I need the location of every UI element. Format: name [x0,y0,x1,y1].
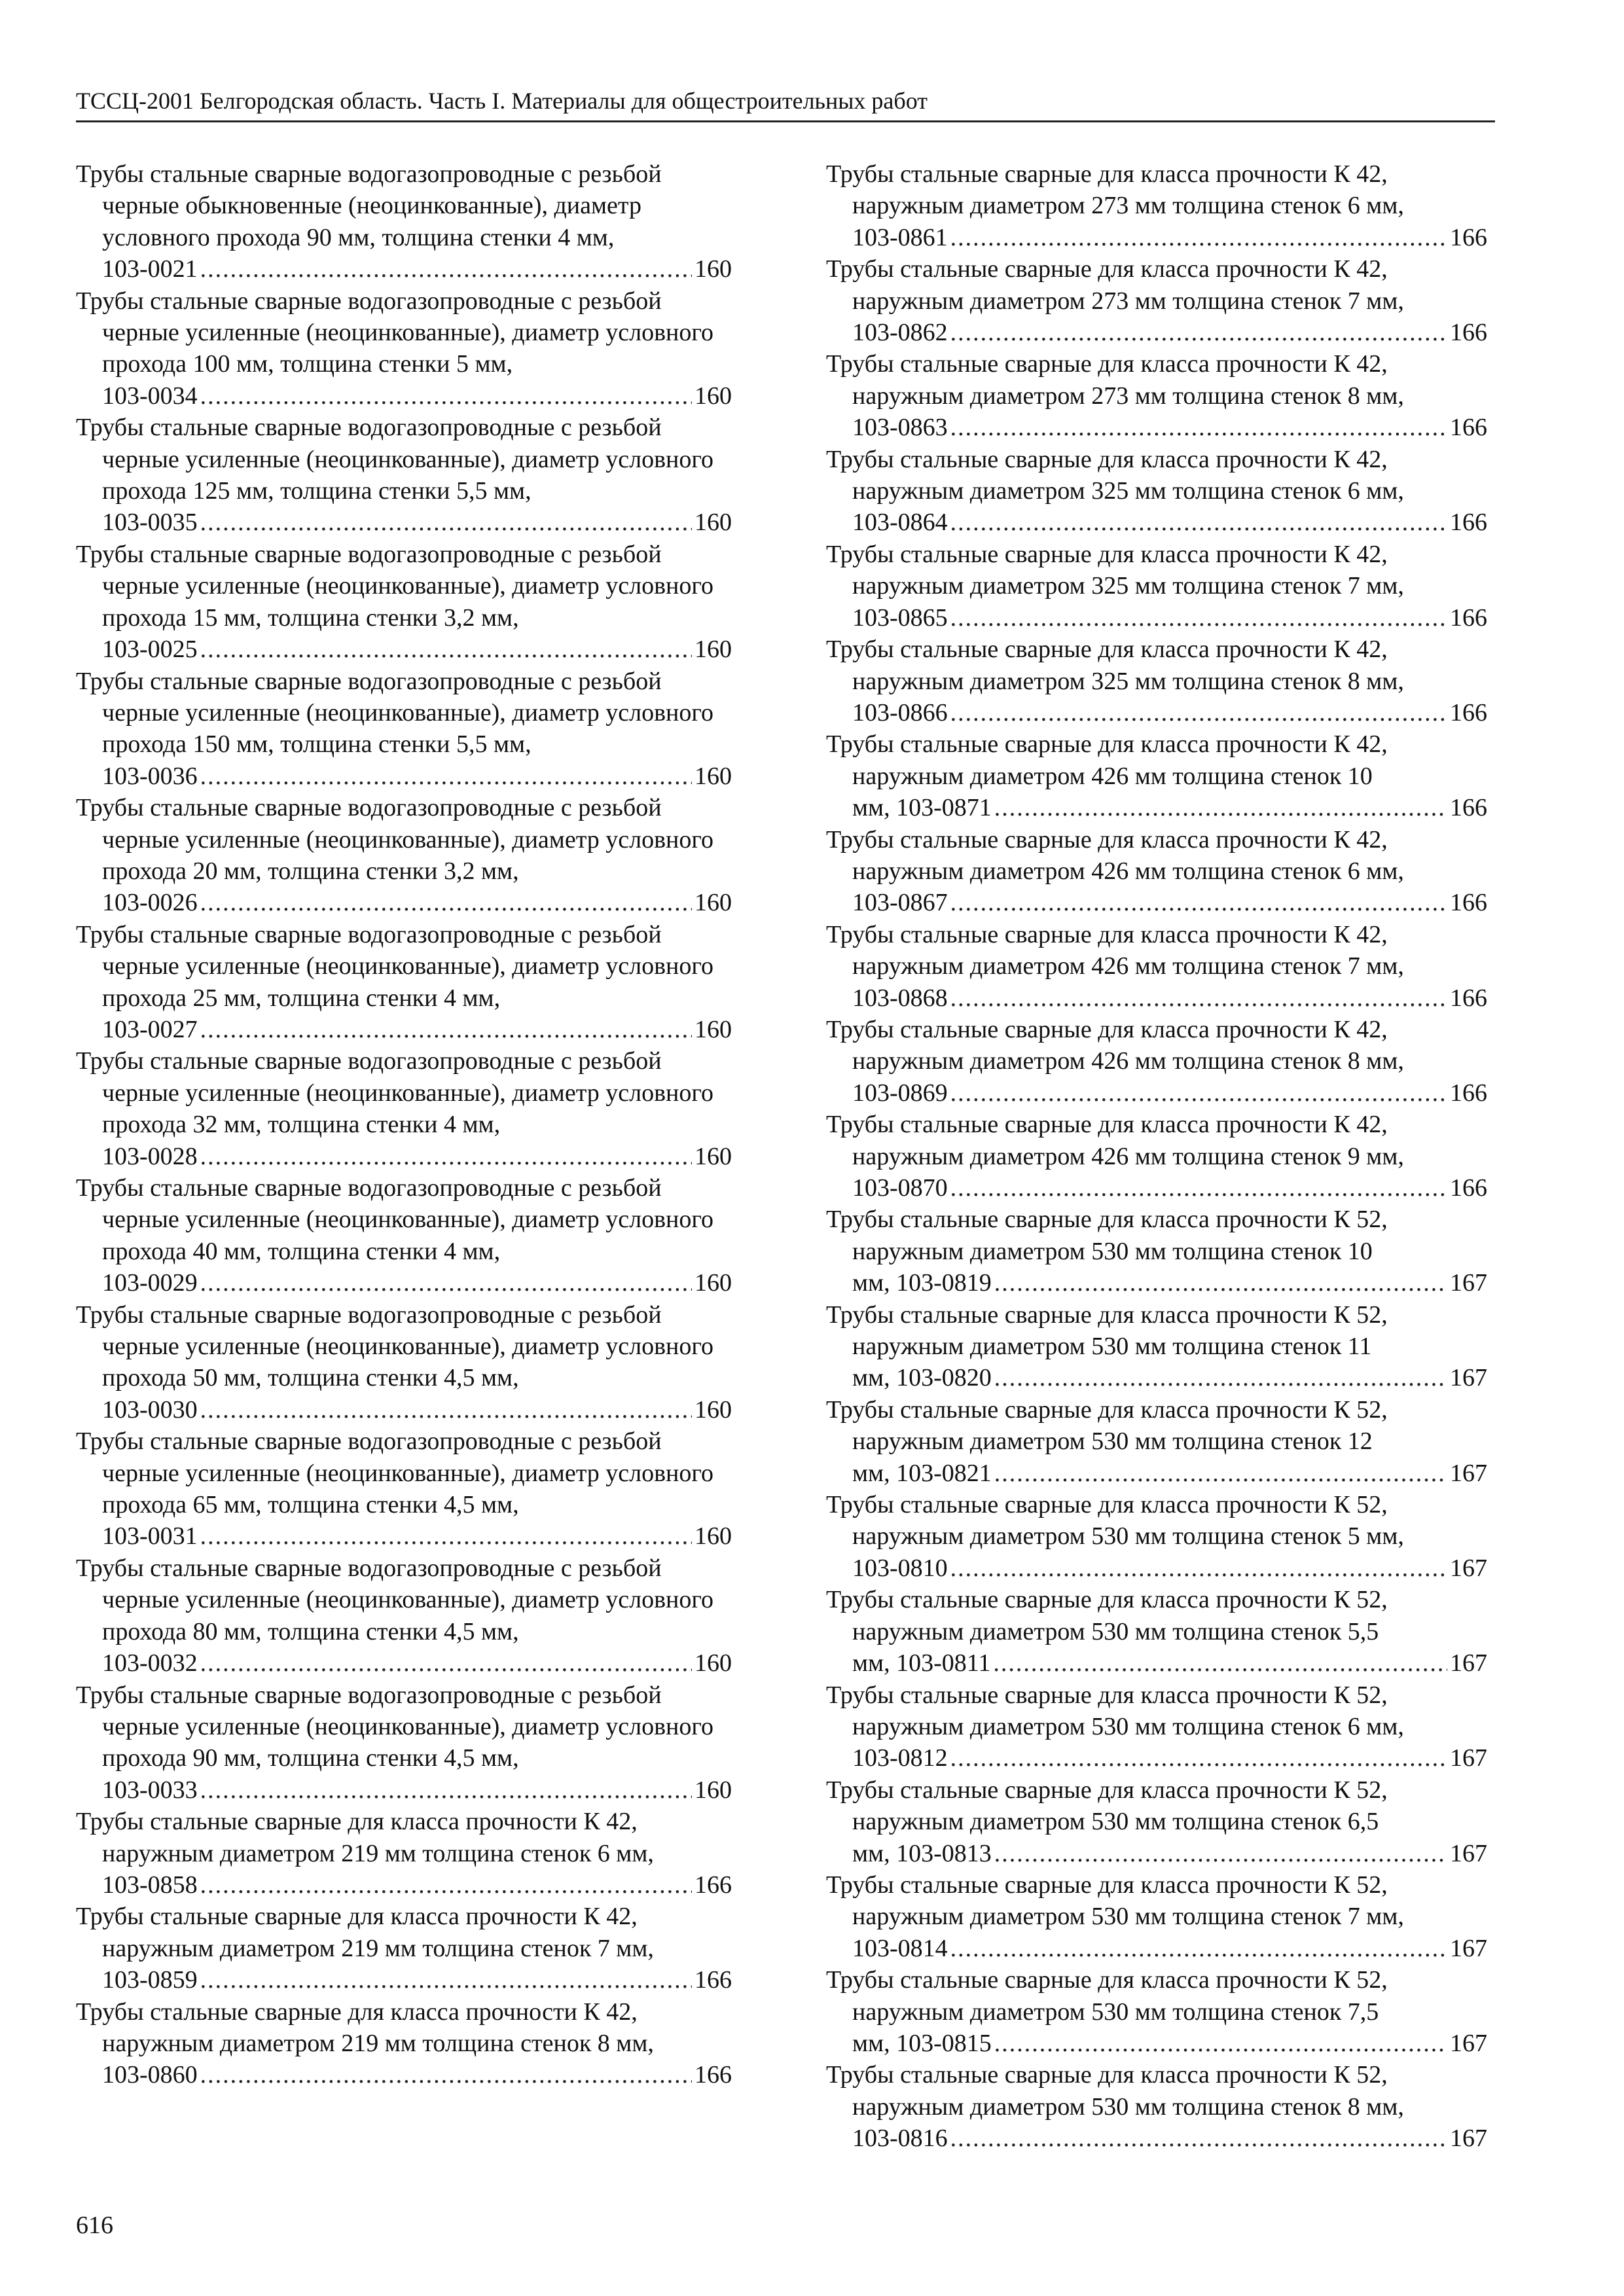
entry-code: 103-0028 [102,1142,198,1170]
page-number: 616 [76,2212,113,2239]
index-entry [76,1996,732,2091]
entry-page-ref: 160 [695,255,732,283]
entry-description: Трубы стальные сварные для класса прочности К 42, наружным диаметром 426 мм толщина стенок 10 [826,730,1388,790]
dot-leader [950,317,1447,348]
entry-page-ref: 166 [695,2061,732,2089]
dot-leader [950,1172,1447,1204]
entry-code: 103-0860 [102,2061,198,2089]
entry-reference-line [852,1552,1487,1584]
entry-page-ref: 166 [1450,414,1487,442]
index-entry [76,285,732,412]
index-entry [76,1679,732,1806]
entry-page-ref: 160 [695,889,732,917]
entry-code: 103-0021 [102,255,198,283]
entry-page-ref: 160 [695,509,732,537]
entry-reference-line [102,253,732,285]
entry-reference-line [852,317,1487,348]
entry-code: 103-0861 [852,223,948,251]
entry-page-ref: 167 [1450,1459,1487,1487]
entry-description: Трубы стальные сварные водогазопроводные с резьбой черные усиленные (неоцинкованные), диаметр условного прохода 40 мм, толщина стенки 4 мм, [76,1174,714,1265]
entry-reference-line [102,1267,732,1299]
entry-page-ref: 166 [1450,698,1487,726]
index-entry [826,539,1487,634]
entry-code: 103-0031 [102,1522,198,1551]
index-entry [826,1014,1487,1109]
entry-description: Трубы стальные сварные для класса прочности К 42, наружным диаметром 273 мм толщина стенок 6 мм, [826,160,1404,220]
entry-reference-line [852,1362,1487,1393]
entry-page-ref: 160 [695,1649,732,1677]
index-entry [76,919,732,1046]
index-entry [826,1869,1487,1964]
index-entry [826,1299,1487,1394]
entry-reference-line [852,2028,1487,2059]
entry-description: Трубы стальные сварные водогазопроводные с резьбой черные усиленные (неоцинкованные), диаметр условного прохода 80 мм, толщина стенки 4,5 мм, [76,1554,714,1645]
dot-leader [950,222,1447,253]
dot-leader [950,697,1447,728]
entry-page-ref: 167 [1450,2125,1487,2153]
entry-reference-line [852,222,1487,253]
index-entry [826,2059,1487,2154]
index-entry [826,1489,1487,1584]
entry-description: Трубы стальные сварные для класса прочности К 52, наружным диаметром 530 мм толщина стенок 6,5 [826,1776,1388,1836]
entry-page-ref: 160 [695,1142,732,1170]
entry-description: Трубы стальные сварные водогазопроводные с резьбой черные усиленные (неоцинкованные), диаметр условного прохода 90 мм, толщина стенки 4,5 мм, [76,1681,714,1772]
entry-reference-line [852,1458,1487,1489]
entry-code: 103-0027 [102,1015,198,1043]
entry-reference-line [852,1742,1487,1774]
index-entry [826,728,1487,823]
entry-description: Трубы стальные сварные водогазопроводные с резьбой черные обыкновенные (неоцинкованные), диаметр условного прохода 90 мм, толщина стенки 4 мм, [76,160,662,251]
entry-description: Трубы стальные сварные для класса прочности К 42, наружным диаметром 219 мм толщина стенок 7 мм, [76,1903,654,1962]
dot-leader [950,1933,1447,1964]
entry-code: мм, 103-0815 [852,2029,992,2057]
entry-reference-line [852,602,1487,634]
index-entry [826,1774,1487,1869]
dot-leader [200,1647,692,1679]
entry-reference-line [852,412,1487,443]
entry-reference-line [852,1077,1487,1109]
index-column-right [826,158,1487,2155]
dot-leader [200,1774,692,1806]
entry-reference-line [852,1267,1487,1299]
entry-description: Трубы стальные сварные для класса прочности К 52, наружным диаметром 530 мм толщина стенок 6 мм, [826,1681,1404,1740]
entry-page-ref: 167 [1450,1839,1487,1867]
entry-reference-line [102,1869,732,1901]
entry-description: Трубы стальные сварные водогазопроводные с резьбой черные усиленные (неоцинкованные), диаметр условного прохода 65 мм, толщина стенки 4,5 мм, [76,1427,714,1519]
entry-description: Трубы стальные сварные водогазопроводные с резьбой черные усиленные (неоцинкованные), диаметр условного прохода 15 мм, толщина стенки 3,2 мм, [76,540,714,632]
entry-description: Трубы стальные сварные для класса прочности К 52, наружным диаметром 530 мм толщина стенок 7,5 [826,1966,1388,2026]
entry-reference-line [852,697,1487,728]
entry-reference-line [102,1394,732,1426]
entry-description: Трубы стальные сварные водогазопроводные с резьбой черные усиленные (неоцинкованные), диаметр условного прохода 50 мм, толщина стенки 4,5 мм, [76,1300,714,1392]
entry-reference-line [102,1964,732,1996]
entry-description: Трубы стальные сварные для класса прочности К 42, наружным диаметром 426 мм толщина стенок 8 мм, [826,1015,1404,1075]
entry-page-ref: 166 [695,1966,732,1994]
entry-code: 103-0025 [102,636,198,664]
entry-description: Трубы стальные сварные водогазопроводные с резьбой черные усиленные (неоцинкованные), диаметр условного прохода 125 мм, толщина стенки 5,5 мм, [76,414,714,505]
entry-reference-line [102,634,732,665]
entry-description: Трубы стальные сварные для класса прочности К 42, наружным диаметром 426 мм толщина стенок 9 мм, [826,1111,1404,1170]
entry-page-ref: 166 [1450,603,1487,632]
entry-description: Трубы стальные сварные для класса прочности К 42, наружным диаметром 325 мм толщина стенок 6 мм, [826,445,1404,505]
entry-page-ref: 166 [1450,223,1487,251]
entry-reference-line [102,1141,732,1172]
index-entry [826,253,1487,348]
running-header [76,88,1495,122]
entry-description: Трубы стальные сварные для класса прочности К 42, наружным диаметром 426 мм толщина стенок 7 мм, [826,920,1404,980]
entry-description: Трубы стальные сварные для класса прочности К 52, наружным диаметром 530 мм толщина стенок 5,5 [826,1586,1388,1645]
entry-reference-line [102,1520,732,1552]
header-title: ТССЦ-2001 Белгородская область. Часть I. Материалы для общестроительных работ [76,88,928,114]
entry-page-ref: 167 [1450,1269,1487,1297]
dot-leader [200,1869,692,1901]
dot-leader [200,761,692,792]
entry-description: Трубы стальные сварные для класса прочности К 52, наружным диаметром 530 мм толщина стенок 11 [826,1300,1388,1361]
entry-code: 103-0859 [102,1966,198,1994]
index-entry [826,824,1487,919]
entry-description: Трубы стальные сварные для класса прочности К 42, наружным диаметром 219 мм толщина стенок 8 мм, [76,1998,654,2057]
entry-page-ref: 160 [695,1269,732,1297]
index-entry [826,348,1487,443]
entry-reference-line [852,1838,1487,1869]
entry-page-ref: 160 [695,382,732,410]
entry-code: 103-0034 [102,382,198,410]
index-entry [826,1584,1487,1679]
entry-reference-line [852,507,1487,538]
dot-leader [950,1077,1447,1109]
entry-code: 103-0029 [102,1269,198,1297]
entry-page-ref: 166 [1450,1174,1487,1202]
entry-reference-line [102,887,732,918]
entry-code: 103-0863 [852,414,948,442]
dot-leader [200,1141,692,1172]
entry-code: 103-0866 [852,698,948,726]
dot-leader [950,412,1447,443]
entry-reference-line [852,887,1487,918]
dot-leader [200,1394,692,1426]
dot-leader [950,887,1447,918]
entry-code: 103-0810 [852,1554,948,1582]
entry-description: Трубы стальные сварные для класса прочности К 42, наружным диаметром 273 мм толщина стенок 7 мм, [826,255,1404,315]
index-entry [826,158,1487,253]
dot-leader [950,982,1447,1014]
entry-reference-line [102,2059,732,2090]
index-entry [826,634,1487,728]
dot-leader [200,253,692,285]
entry-code: 103-0032 [102,1649,198,1677]
entry-description: Трубы стальные сварные для класса прочности К 52, наружным диаметром 530 мм толщина стенок 8 мм, [826,2061,1404,2121]
entry-code: 103-0867 [852,889,948,917]
entry-reference-line [102,1647,732,1679]
entry-reference-line [852,1933,1487,1964]
dot-leader [994,792,1447,823]
entry-reference-line [102,1014,732,1045]
entry-reference-line [102,761,732,792]
dot-leader [994,1838,1447,1869]
entry-page-ref: 160 [695,1776,732,1804]
dot-leader [994,1458,1447,1489]
entry-description: Трубы стальные сварные для класса прочности К 42, наружным диаметром 219 мм толщина стенок 6 мм, [76,1808,654,1867]
entry-page-ref: 166 [1450,889,1487,917]
dot-leader [200,380,692,412]
entry-reference-line [102,380,732,412]
entry-page-ref: 167 [1450,2029,1487,2057]
index-entry [826,919,1487,1014]
index-entry [826,1964,1487,2059]
entry-reference-line [102,1774,732,1806]
entry-description: Трубы стальные сварные для класса прочности К 42, наружным диаметром 325 мм толщина стенок 7 мм, [826,540,1404,600]
entry-code: 103-0033 [102,1776,198,1804]
index-entry [76,792,732,919]
entry-code: 103-0870 [852,1174,948,1202]
dot-leader [200,1014,692,1045]
entry-page-ref: 167 [1450,1554,1487,1582]
entry-page-ref: 167 [1450,1649,1487,1677]
index-entry [76,158,732,285]
index-entry [76,412,732,539]
entry-code: 103-0869 [852,1079,948,1107]
dot-leader [950,1742,1447,1774]
index-entry [76,1299,732,1426]
entry-page-ref: 166 [1450,1079,1487,1107]
index-entry [76,1045,732,1172]
entry-page-ref: 160 [695,1015,732,1043]
entry-description: Трубы стальные сварные водогазопроводные с резьбой черные усиленные (неоцинкованные), диаметр условного прохода 25 мм, толщина стенки 4 мм, [76,920,714,1012]
entry-code: 103-0868 [852,984,948,1012]
dot-leader [993,1647,1447,1679]
dot-leader [950,1552,1447,1584]
entry-description: Трубы стальные сварные для класса прочности К 42, наружным диаметром 273 мм толщина стенок 8 мм, [826,350,1404,410]
entry-description: Трубы стальные сварные для класса прочности К 52, наружным диаметром 530 мм толщина стенок 5 мм, [826,1491,1404,1551]
entry-code: мм, 103-0813 [852,1839,992,1867]
index-entry [76,1806,732,1901]
entry-page-ref: 160 [695,1395,732,1424]
entry-code: 103-0865 [852,603,948,632]
dot-leader [994,1267,1447,1299]
index-entry [826,1204,1487,1299]
entry-description: Трубы стальные сварные водогазопроводные с резьбой черные усиленные (неоцинкованные), диаметр условного прохода 100 мм, толщина стенки 5 мм, [76,287,714,378]
index-entry [76,1901,732,1996]
entry-reference-line [852,1172,1487,1204]
index-entry [76,666,732,793]
entry-description: Трубы стальные сварные для класса прочности К 42, наружным диаметром 325 мм толщина стенок 8 мм, [826,636,1404,695]
index-entry [826,1679,1487,1774]
entry-code: 103-0030 [102,1395,198,1424]
entry-code: 103-0816 [852,2125,948,2153]
entry-page-ref: 166 [1450,794,1487,822]
dot-leader [200,2059,692,2090]
entry-description: Трубы стальные сварные для класса прочности К 52, наружным диаметром 530 мм толщина стенок 10 [826,1206,1388,1265]
index-column-left [76,158,732,2091]
entry-page-ref: 166 [1450,509,1487,537]
entry-reference-line [852,982,1487,1014]
dot-leader [994,2028,1447,2059]
entry-page-ref: 167 [1450,1364,1487,1392]
entry-code: 103-0035 [102,509,198,537]
entry-reference-line [852,792,1487,823]
entry-reference-line [102,507,732,538]
index-entry [826,1394,1487,1489]
entry-page-ref: 166 [695,1871,732,1899]
dot-leader [200,507,692,538]
entry-code: мм, 103-0820 [852,1364,992,1392]
entry-description: Трубы стальные сварные для класса прочности К 52, наружным диаметром 530 мм толщина стенок 7 мм, [826,1871,1404,1931]
index-entry [76,1552,732,1679]
dot-leader [950,507,1447,538]
dot-leader [200,1964,692,1996]
dot-leader [200,634,692,665]
entry-page-ref: 160 [695,762,732,790]
entry-page-ref: 167 [1450,1744,1487,1772]
entry-code: мм, 103-0821 [852,1459,992,1487]
entry-description: Трубы стальные сварные водогазопроводные с резьбой черные усиленные (неоцинкованные), диаметр условного прохода 150 мм, толщина стенки 5,5 мм, [76,667,714,759]
entry-description: Трубы стальные сварные для класса прочности К 42, наружным диаметром 426 мм толщина стенок 6 мм, [826,825,1404,885]
entry-description: Трубы стальные сварные водогазопроводные с резьбой черные усиленные (неоцинкованные), диаметр условного прохода 32 мм, толщина стенки 4 мм, [76,1047,714,1139]
entry-code: 103-0862 [852,319,948,347]
entry-code: мм, 103-0819 [852,1269,992,1297]
entry-code: 103-0036 [102,762,198,790]
entry-code: 103-0812 [852,1744,948,1772]
index-entry [826,444,1487,539]
dot-leader [200,887,692,918]
dot-leader [994,1362,1447,1393]
entry-page-ref: 166 [1450,984,1487,1012]
dot-leader [950,2123,1447,2154]
index-entry [76,1172,732,1299]
entry-page-ref: 167 [1450,1934,1487,1962]
entry-reference-line [852,2123,1487,2154]
entry-page-ref: 160 [695,1522,732,1551]
entry-reference-line [852,1647,1487,1679]
dot-leader [200,1520,692,1552]
index-entry [826,1109,1487,1204]
entry-code: 103-0864 [852,509,948,537]
entry-code: 103-0858 [102,1871,198,1899]
entry-code: мм, 103-0871 [852,794,992,822]
dot-leader [200,1267,692,1299]
entry-code: мм, 103-0811 [852,1649,991,1677]
index-entry [76,539,732,666]
entry-description: Трубы стальные сварные для класса прочности К 52, наружным диаметром 530 мм толщина стенок 12 [826,1395,1388,1456]
entry-page-ref: 166 [1450,319,1487,347]
entry-code: 103-0026 [102,889,198,917]
dot-leader [950,602,1447,634]
entry-description: Трубы стальные сварные водогазопроводные с резьбой черные усиленные (неоцинкованные), диаметр условного прохода 20 мм, толщина стенки 3,2 мм, [76,794,714,885]
index-entry [76,1426,732,1552]
entry-page-ref: 160 [695,636,732,664]
entry-code: 103-0814 [852,1934,948,1962]
